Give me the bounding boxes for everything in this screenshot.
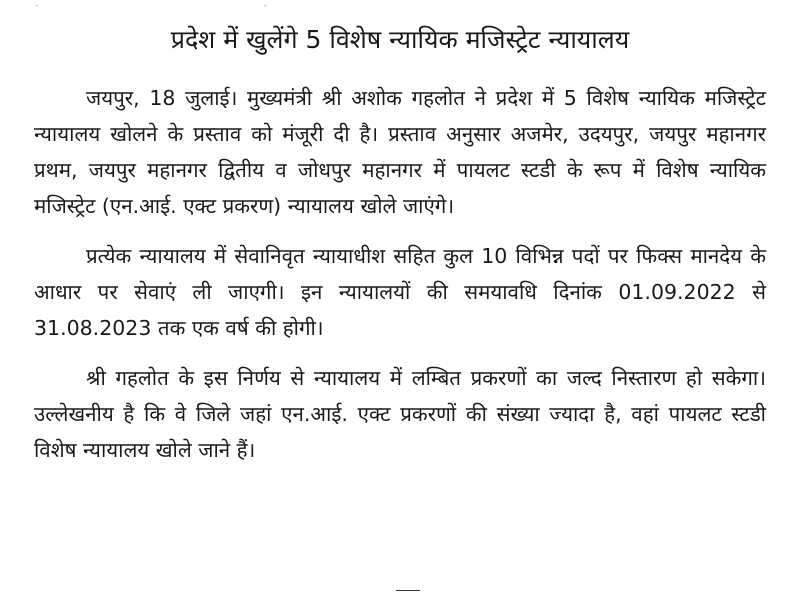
paragraph-3: श्री गहलोत के इस निर्णय से न्यायालय में लम्बित प्रकरणों का जल्द निस्तारण हो सकेगा। उल्लेखनीय है कि वे जिले जहां एन.आई. एक्ट प्रकरणों की संख्या ज्यादा है, वहां पायलट स्टडी विशेष न्यायालय खोले जाने हैं।	[34, 366, 766, 462]
paragraph-1: जयपुर, 18 जुलाई। मुख्यमंत्री श्री अशोक गहलोत ने प्रदेश में 5 विशेष न्यायिक मजिस्ट्रेट न्यायालय खोलने के प्रस्ताव को मंजूरी दी है। प्रस्ताव अनुसार अजमेर, उदयपुर, जयपुर महानगर प्रथम, जयपुर महानगर द्वितीय व जोधपुर महानगर में पायलट स्टडी के रूप में विशेष न्यायिक मजिस्ट्रेट (एन.आई. एक्ट प्रकरण) न्यायालय खोले जाएंगे।	[34, 86, 766, 218]
previous-text-fragment	[36, 0, 266, 6]
headline: प्रदेश में खुलेंगे 5 विशेष न्यायिक मजिस्ट्रेट न्यायालय	[170, 25, 630, 54]
press-release	[34, 22, 766, 482]
end-separator	[396, 590, 420, 591]
paragraph-2: प्रत्येक न्यायालय में सेवानिवृत न्यायाधीश सहित कुल 10 विभिन्न पदों पर फिक्स मानदेय के आधार पर सेवाएं ली जाएगी। इन न्यायालयों की समयावधि दिनांक 01.09.2022 से 31.08.2023 तक एक वर्ष की होगी।	[34, 244, 766, 340]
